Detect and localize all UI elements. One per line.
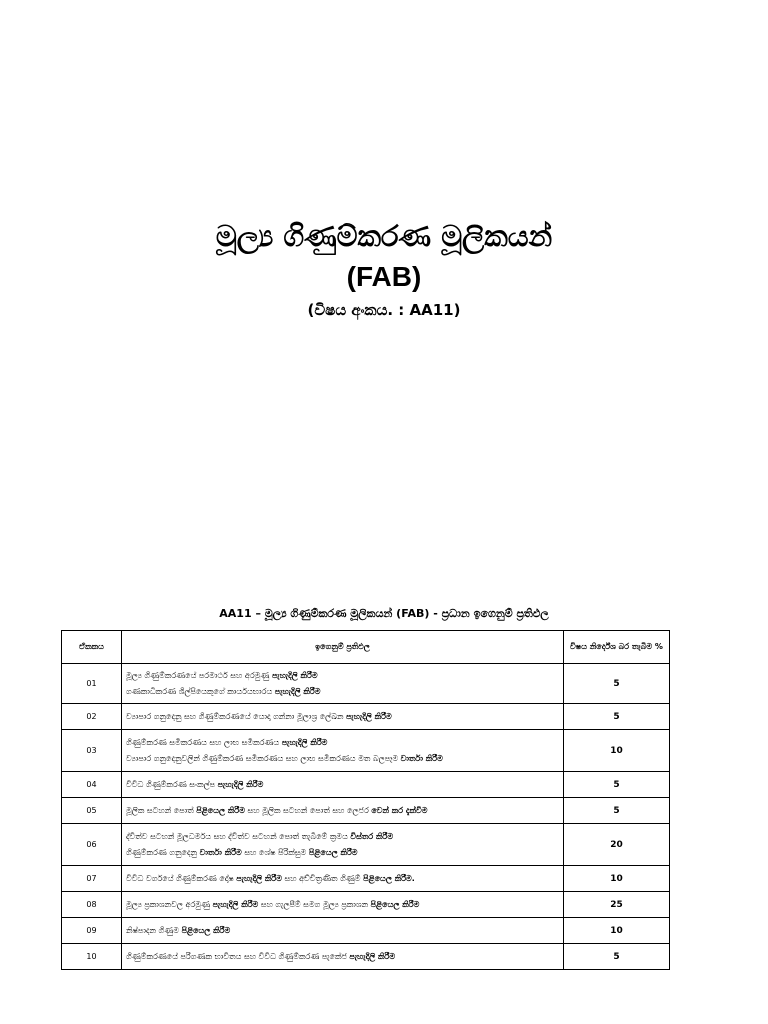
outcome-line bbox=[126, 684, 559, 700]
unit-number-cell: 09 bbox=[62, 918, 122, 944]
weight-percent-cell: 25 bbox=[564, 892, 670, 918]
outcome-text: ගිණුම්කරණ ගනුදෙනු bbox=[126, 847, 200, 857]
table-row bbox=[62, 892, 670, 918]
outcome-line bbox=[126, 668, 559, 684]
table-header-row bbox=[62, 631, 670, 664]
outcome-line bbox=[126, 751, 559, 767]
table-row bbox=[62, 730, 670, 772]
outcome-action-verb: පැහැදිලි කිරීම bbox=[236, 873, 282, 883]
weight-percent-cell: 5 bbox=[564, 772, 670, 798]
document-title-abbreviation: (FAB) bbox=[346, 261, 422, 292]
weight-percent-cell: 10 bbox=[564, 730, 670, 772]
outcome-text: සහ අච්චිත්‍රණිත ගිණුම් bbox=[282, 873, 364, 883]
outcome-action-verb: වෙන් කර දැක්වීම bbox=[371, 805, 428, 815]
learning-outcome-cell bbox=[122, 866, 564, 892]
outcome-line bbox=[126, 845, 559, 861]
outcome-action-verb: පැහැදිලි කිරීම bbox=[271, 670, 318, 680]
outcome-line bbox=[126, 709, 559, 725]
weight-percent-cell: 10 bbox=[564, 918, 670, 944]
subject-code: (විෂය අංකය. : AA11) bbox=[307, 301, 461, 319]
unit-number-cell: 03 bbox=[62, 730, 122, 772]
outcome-line bbox=[126, 897, 559, 913]
unit-number-cell: 10 bbox=[62, 944, 122, 970]
table-row bbox=[62, 704, 670, 730]
outcome-action-verb: වාර්තා කිරීම bbox=[400, 753, 443, 763]
learning-outcome-cell bbox=[122, 664, 564, 704]
outcome-text: නිෂ්පාදන ගිණුම bbox=[126, 925, 182, 935]
learning-outcome-cell bbox=[122, 944, 564, 970]
weight-percent-cell: 20 bbox=[564, 824, 670, 866]
outcome-action-verb: පිළියෙල කිරීම bbox=[370, 899, 420, 909]
outcome-action-verb: පැහැදිලි කිරීම bbox=[281, 737, 328, 747]
document-title: මූල්‍ය ගිණුම්කරණ මූලිකයන් bbox=[215, 219, 553, 253]
outcome-text: සහ ශේෂ පිරික්සුම bbox=[241, 847, 309, 857]
outcome-action-verb: පිළියෙල කිරීම. bbox=[363, 873, 415, 883]
outcome-action-verb: පැහැදිලි කිරීම bbox=[349, 951, 396, 961]
learning-outcome-cell bbox=[122, 892, 564, 918]
outcome-text: සහ මූලික සටහන් පොත් සහ ලෙජර bbox=[244, 805, 372, 815]
outcome-line bbox=[126, 777, 559, 793]
table-row bbox=[62, 798, 670, 824]
document-title-block bbox=[0, 214, 768, 324]
outcome-action-verb: පැහැදිලි කිරීම bbox=[212, 899, 259, 909]
weight-percent-cell: 10 bbox=[564, 866, 670, 892]
outcome-line bbox=[126, 803, 559, 819]
learning-outcomes-table bbox=[61, 630, 670, 970]
unit-number-cell: 07 bbox=[62, 866, 122, 892]
unit-number-cell: 04 bbox=[62, 772, 122, 798]
unit-number-cell: 05 bbox=[62, 798, 122, 824]
unit-number-cell: 01 bbox=[62, 664, 122, 704]
outcome-text: සහ ගැලපීම් සමග මූල්‍ය ප්‍රකාශන bbox=[258, 899, 371, 909]
learning-outcome-cell bbox=[122, 704, 564, 730]
outcome-action-verb: පැහැදිලි කිරීම bbox=[274, 686, 321, 696]
unit-number-cell: 06 bbox=[62, 824, 122, 866]
learning-outcome-cell bbox=[122, 824, 564, 866]
unit-number-cell: 02 bbox=[62, 704, 122, 730]
learning-outcome-cell bbox=[122, 730, 564, 772]
outcome-action-verb: පිළියෙල කිරීම bbox=[181, 925, 231, 935]
outcome-text: මූල්‍ය ගිණුම්කරණයේ පරමාර්ථ සහ අරමුණු bbox=[126, 670, 272, 680]
unit-number-cell: 08 bbox=[62, 892, 122, 918]
column-header-unit: ඒකකය bbox=[62, 631, 122, 664]
table-row bbox=[62, 918, 670, 944]
outcome-line bbox=[126, 923, 559, 939]
outcome-line bbox=[126, 829, 559, 845]
learning-outcome-cell bbox=[122, 798, 564, 824]
table-row bbox=[62, 772, 670, 798]
table-row bbox=[62, 866, 670, 892]
outcome-text: මූල්‍ය ප්‍රකාශනවල අරමුණු bbox=[126, 899, 213, 909]
weight-percent-cell: 5 bbox=[564, 704, 670, 730]
weight-percent-cell: 5 bbox=[564, 944, 670, 970]
outcome-action-verb: වාර්තා කිරීම bbox=[199, 847, 242, 857]
column-header-outcome: ඉගෙනුම් ප්‍රතිඵල bbox=[122, 631, 564, 664]
outcome-action-verb: පැහැදිලි කිරීම bbox=[346, 711, 392, 721]
outcome-text: ව්‍යාපාර ගනුදෙනුවලින් ගිණුම්කරණ සමීකරණය සහ ලාභ සමීකරණය මත බලපෑම bbox=[126, 753, 401, 763]
outcome-text: ගිණුම්කරණයේ පරිගණක භාවිතය සහ විවිධ ගිණුම්කරණ පැකේජ bbox=[126, 951, 350, 961]
outcome-text: විවිධ වර්ගයේ ගිණුම්කරණ දෝෂ bbox=[126, 873, 237, 883]
outcome-line bbox=[126, 871, 559, 887]
outcome-action-verb: පිළියෙල කිරීම bbox=[308, 847, 358, 857]
outcome-text: විවිධ ගිණුම්කරණ සංකල්ප bbox=[126, 779, 218, 789]
outcome-text: ද්විත්ව සටහන් මූලධර්මය සහ ද්විත්ව සටහන් පොත් තැබීමේ ක්‍රමය bbox=[126, 831, 351, 841]
weight-percent-cell: 5 bbox=[564, 664, 670, 704]
outcome-text: ව්‍යාපාර ගනුදෙනු සහ ගිණුම්කරණයේ යොදා ගන්නා මූලාශ්‍ර ලේඛන bbox=[126, 711, 347, 721]
outcome-action-verb: පැහැදිලි කිරීම bbox=[217, 779, 264, 789]
outcome-action-verb: පිළියෙල කිරීම bbox=[196, 805, 245, 815]
table-body bbox=[62, 664, 670, 970]
outcome-line bbox=[126, 949, 559, 965]
table-row bbox=[62, 944, 670, 970]
learning-outcome-cell bbox=[122, 918, 564, 944]
outcome-text: මූලික සටහන් පොත් bbox=[126, 805, 197, 815]
outcome-text: ගණකාධිකරණ ශිල්පියෙකුගේ කාර්යයභාරය bbox=[126, 686, 275, 696]
weight-percent-cell: 5 bbox=[564, 798, 670, 824]
table-row bbox=[62, 664, 670, 704]
outcome-text: ගිණුම්කරණ සමීකරණය සහ ලාභ සමීකරණය bbox=[126, 737, 282, 747]
table-row bbox=[62, 824, 670, 866]
table-caption: AA11 – මූල්‍ය ගිණුම්කරණ මූලිකයන් (FAB) - ප්‍රධාන ඉගෙනුම් ප්‍රතිඵල bbox=[219, 607, 549, 620]
column-header-weight: විෂය නිර්දේශ බර තැබීම % bbox=[564, 631, 670, 664]
outcome-action-verb: විස්තර කිරීම bbox=[350, 831, 394, 841]
outcome-line bbox=[126, 735, 559, 751]
learning-outcome-cell bbox=[122, 772, 564, 798]
